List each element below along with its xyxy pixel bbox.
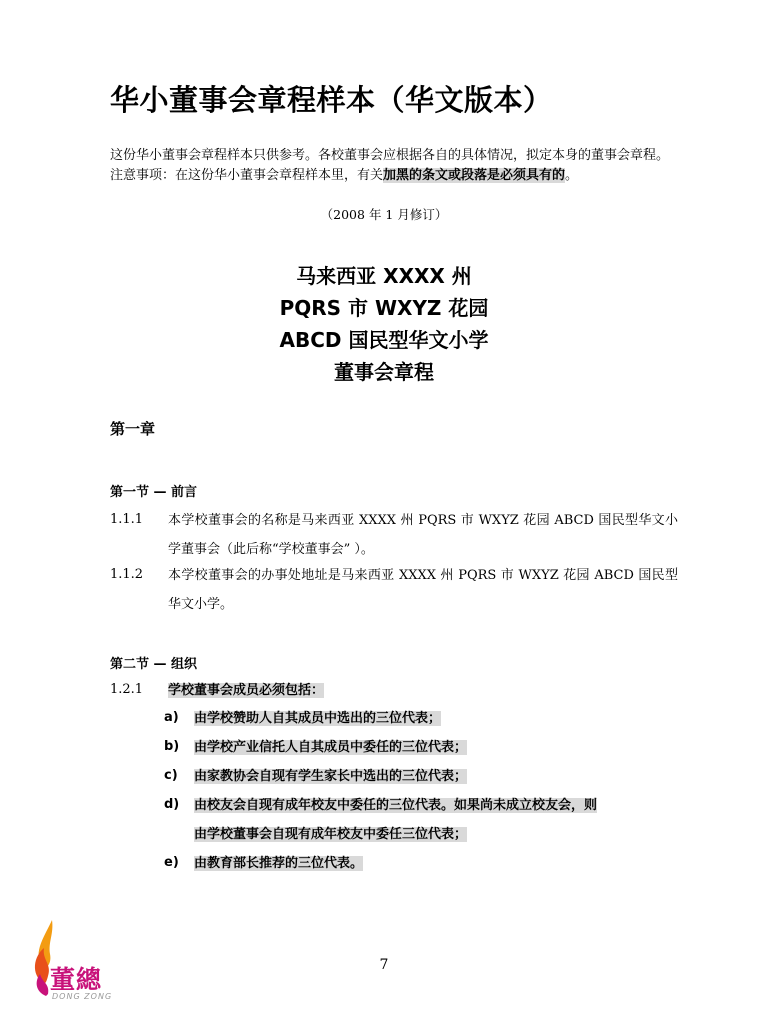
item-text: 由学校赞助人自其成员中选出的三位代表； [194,711,442,726]
item-text-wrap [194,849,680,878]
clause-text: 本学校董事会的名称是马来西亚 XXXX 州 PQRS 市 WXYZ 花园 ABCD 国民型华文小学董事会（此后称“学校董事会” ）。 [168,513,678,557]
item-label: b) [164,739,180,754]
header-line-school: ABCD 国民型华文小学 [279,328,489,352]
item-label: d) [164,797,180,812]
clause-number: 1.1.2 [110,567,144,582]
section-heading-organization: 第二节 — 组织 [110,657,198,672]
header-line-city: PQRS 市 WXYZ 花园 [279,296,489,320]
document-title: 华小董事会章程样本（华文版本） [110,83,553,117]
clause-text: 本学校董事会的办事处地址是马来西亚 XXXX 州 PQRS 市 WXYZ 花园 ABCD 国民型华文小学。 [168,568,678,612]
chapter-heading: 第一章 [110,420,156,438]
item-label: a) [164,710,179,725]
item-text-wrap [194,704,680,733]
intro-bold-highlight: 加黑的条文或段落是必须具有的 [383,168,566,183]
header-line-constitution: 董事会章程 [334,360,434,384]
clause-number: 1.1.1 [110,512,144,527]
clause-1-1-1 [110,506,678,564]
logo-subtitle: DONG ZONG [52,992,113,1001]
revision-note: （2008 年 1 月修订） [320,207,448,222]
item-text: 由家教协会自现有学生家长中选出的三位代表； [194,769,468,784]
clause-1-2-1 [110,676,678,705]
intro-end: 。 [565,168,579,183]
item-text: 由校友会自现有成年校友中委任的三位代表。如果尚未成立校友会，则 [194,798,598,813]
section-heading-preamble: 第一节 — 前言 [110,485,198,500]
clause-text: 学校董事会成员必须包括： [168,683,325,698]
item-label: c) [164,768,178,783]
intro-text: 这份华小董事会章程样本只供参考。各校董事会应根据各自的具体情况，拟定本身的董事会章程。注意事项：在这份华小董事会章程样本里，有关 [110,148,670,183]
item-text: 由学校产业信托人自其成员中委任的三位代表； [194,740,468,755]
intro-paragraph [110,146,678,186]
clause-text-wrap [168,676,678,705]
school-header-block [0,260,768,388]
clause-number: 1.2.1 [110,682,144,697]
item-text-continued: 由学校董事会自现有成年校友中委任三位代表； [194,827,468,842]
logo-name: 董總 [50,965,103,994]
item-text: 由教育部长推荐的三位代表。 [194,856,364,871]
header-line-state: 马来西亚 XXXX 州 [296,264,472,288]
item-label: e) [164,855,179,870]
item-text-wrap [194,733,680,762]
item-text-wrap [194,762,680,791]
item-text-wrap [194,791,680,849]
clause-1-1-2 [110,561,678,619]
page-number: 7 [379,957,389,973]
